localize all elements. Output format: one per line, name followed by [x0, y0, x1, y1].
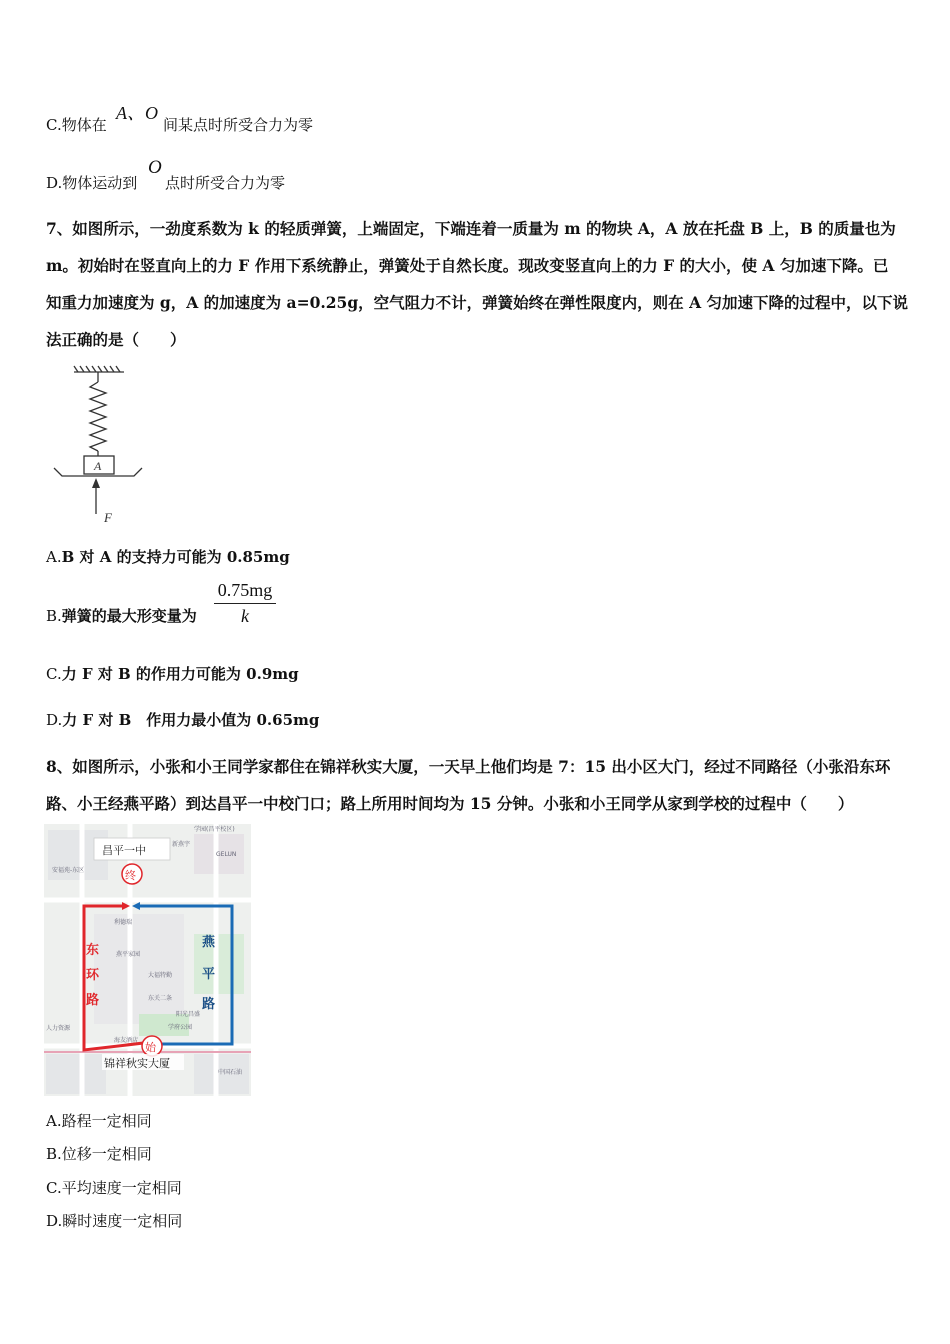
q6-option-c-tail: 间某点时所受合力为零 [163, 116, 314, 134]
map-label: 燕平家园 [116, 951, 141, 958]
option-text: 力 F 对 B 作用力最小值为 0.65mg [62, 711, 320, 729]
option-text: 力 F 对 B 的作用力可能为 0.9mg [61, 665, 299, 683]
option-prefix: D. [46, 711, 63, 729]
fraction-numerator: 0.75mg [214, 580, 276, 604]
map-label: 人力资源 [46, 1025, 71, 1032]
map-label: 中国石油 [218, 1069, 243, 1076]
option-prefix: C. [46, 116, 62, 134]
option-prefix: C. [46, 665, 62, 683]
option-text: 平均速度一定相同 [61, 1179, 182, 1197]
q7-stem-line: 7、如图所示，一劲度系数为 k 的轻质弹簧，上端固定，下端连着一质量为 m 的物块 A，A 放在托盘 B 上，B 的质量也为 [46, 219, 896, 238]
option-text: 位移一定相同 [61, 1145, 152, 1163]
q8-option-a [46, 1111, 152, 1131]
q7-stem-line: 法正确的是（ ） [46, 330, 186, 349]
road-yanping-char: 平 [202, 967, 216, 982]
option-prefix: D. [46, 174, 63, 192]
option-prefix: C. [46, 1179, 62, 1197]
map-label: 大福特勤 [148, 972, 173, 979]
road-east-ring-char: 路 [86, 993, 100, 1008]
q6-option-c-symbol: A、O [116, 103, 158, 123]
map-label: 阳光昌盛 [176, 1011, 201, 1018]
map-label: 利德瑞 [114, 919, 133, 926]
option-text: 路程一定相同 [61, 1112, 152, 1130]
map-label: 安福苑-东区 [52, 867, 85, 874]
option-prefix: A. [46, 1112, 62, 1130]
map-label: GELUN [216, 851, 237, 858]
option-text: 瞬时速度一定相同 [62, 1212, 183, 1230]
arrow-head-icon [92, 478, 100, 488]
option-prefix: B. [46, 607, 62, 625]
q8-stem-line: 路、小王经燕平路）到达昌平一中校门口；路上所用时间均为 15 分钟。小张和小王同学从家到学校的过程中（ ） [46, 794, 854, 813]
block-label: A [94, 459, 102, 473]
q8-option-d [46, 1211, 182, 1231]
road-yanping-char: 路 [202, 997, 216, 1012]
q6-option-d-symbol: O [148, 157, 162, 178]
fraction-denominator: k [241, 606, 249, 626]
school-label: 昌平一中 [102, 844, 146, 857]
home-label: 锦祥秋实大厦 [104, 1057, 170, 1070]
q7-stem [46, 210, 910, 358]
option-prefix: D. [46, 1212, 63, 1230]
q8-stem-line: 8、如图所示，小张和小王同学家都住在锦祥秋实大厦，一天早上他们均是 7：15 出小区大门，经过不同路径（小张沿东环 [46, 757, 891, 776]
end-marker: 终 [125, 869, 136, 882]
q7-stem-line: m。初始时在竖直向上的力 F 作用下系统静止，弹簧处于自然长度。现改变竖直向上的力 F 的大小，使 A 匀加速下降。已 [46, 256, 889, 275]
option-text: 物体在 [61, 116, 107, 134]
option-text: 弹簧的最大形变量为 [61, 607, 197, 625]
q7-stem-line: 知重力加速度为 g，A 的加速度为 a=0.25g，空气阻力不计，弹簧始终在弹性限度内，则在 A 匀加速下降的过程中，以下说 [46, 293, 908, 312]
map-label: 东关二条 [148, 995, 173, 1002]
map-label: 学园(昌平校区) [194, 826, 235, 833]
map-label: 海友酒店 [114, 1037, 139, 1044]
q6-option-c [46, 115, 107, 135]
q7-option-b [46, 606, 197, 626]
option-prefix: B. [46, 1145, 62, 1163]
option-text: 物体运动到 [62, 174, 138, 192]
q7-option-d [46, 710, 319, 730]
option-text: B 对 A 的支持力可能为 0.85mg [61, 548, 290, 566]
option-prefix: A. [46, 548, 62, 566]
map-label: 新燕宇 [172, 841, 191, 848]
q6-option-d [46, 173, 137, 193]
q7-option-c [46, 664, 299, 684]
road-yanping-char: 燕 [202, 935, 216, 950]
road-east-ring-char: 东 [86, 943, 100, 958]
q6-option-d-tail: 点时所受合力为零 [165, 174, 286, 192]
q8-stem [46, 748, 910, 822]
start-marker: 始 [145, 1041, 156, 1054]
q7-spring-figure [50, 364, 150, 526]
q8-option-c [46, 1178, 182, 1198]
q7-option-a [46, 547, 290, 567]
force-label: F [104, 510, 112, 525]
map-label: 学府公园 [168, 1024, 193, 1031]
fraction [214, 580, 276, 627]
route-map [44, 824, 251, 1096]
q8-option-b [46, 1144, 152, 1164]
road-east-ring-char: 环 [86, 968, 100, 983]
